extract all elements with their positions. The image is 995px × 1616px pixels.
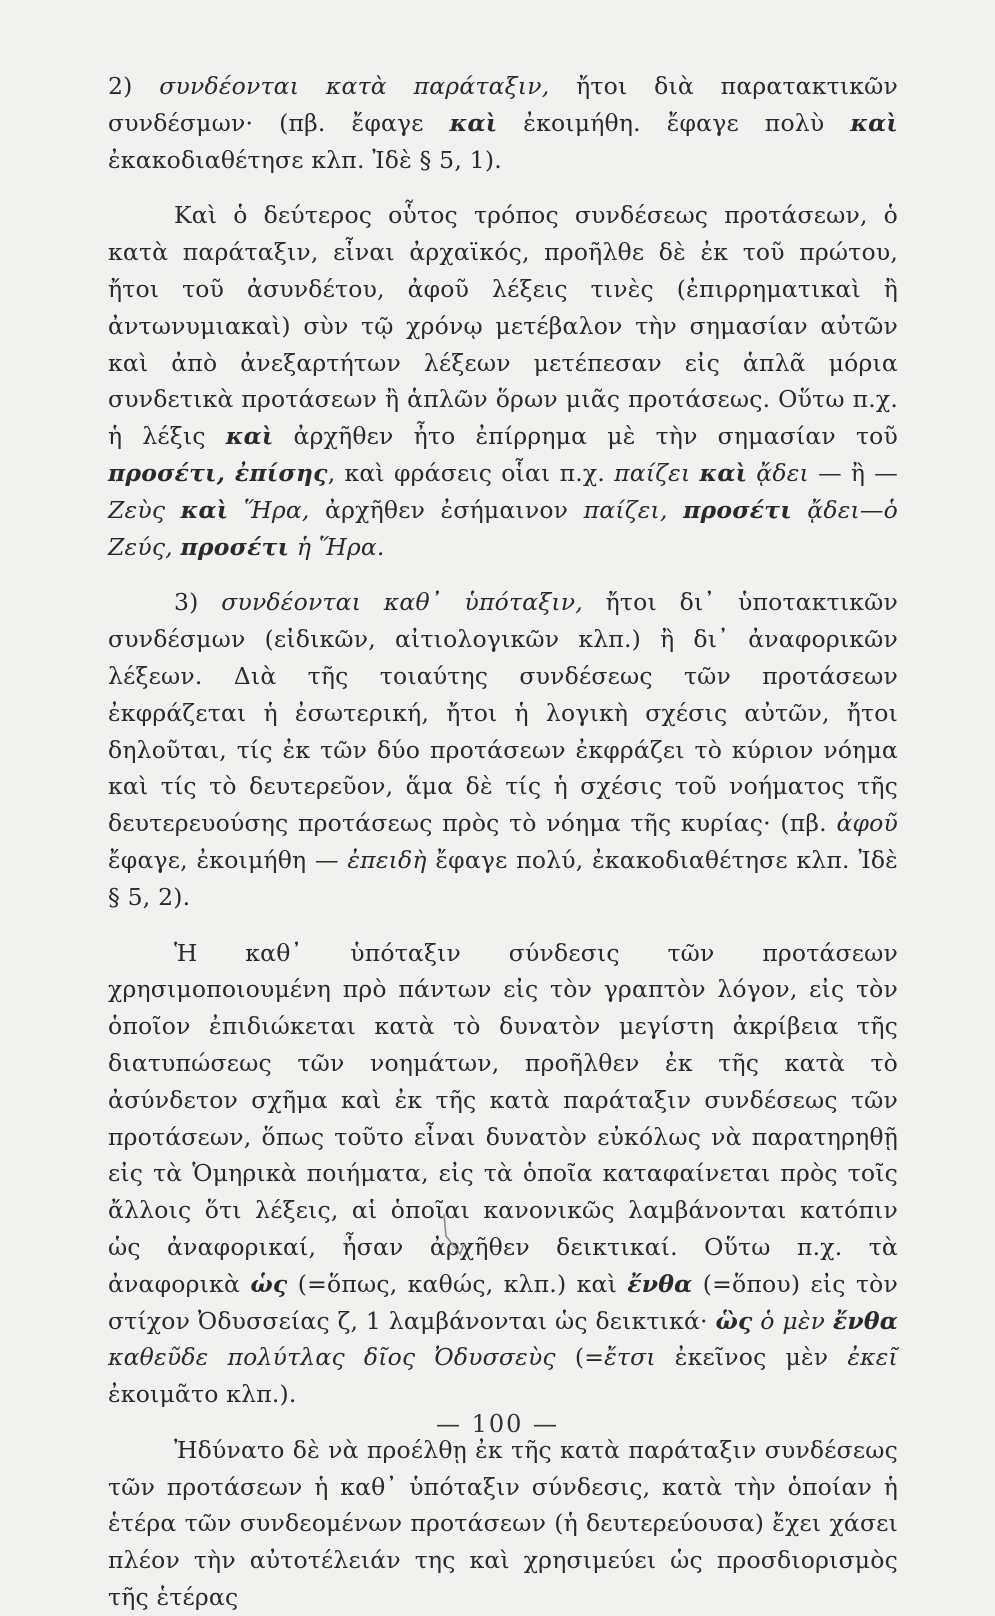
emphasis-bold: καὶ: [850, 108, 898, 137]
text-run: 3): [174, 588, 222, 617]
text-run: (=ὅπως, καθώς, κλπ.) καὶ: [287, 1269, 628, 1298]
paragraph-hypotactic-origin: [108, 935, 898, 1413]
emphasis-italic: ἡ Ἥρα.: [289, 532, 385, 561]
text-run: Καὶ ὁ δεύτερος οὗτος τρόπος συνδέσεως προτάσεων, ὁ κατὰ παράταξιν, εἶναι ἀρχαϊκός, προῆλθε δὲ ἐκ τοῦ πρώτου, ἤτοι τοῦ ἀσυνδέτου, ἀφοῦ λέξεις τινὲς (ἐπιρρηματικαὶ ἢ ἀντωνυμιακαὶ) σὺν τῷ χρόνῳ μετέβαλον τὴν σημασίαν αὐτῶν καὶ ἀπὸ ἀνεξαρτήτων λέξεων μετέπεσαν εἰς ἁπλᾶ μόρια συνδετικὰ προτάσεων ἢ ἁπλῶν ὅρων μιᾶς προτάσεως. Οὕτω π.χ. ἡ λέξις: [108, 201, 898, 451]
text-run: ἀρχῆθεν ἦτο ἐπίρρημα μὲ τὴν σημασίαν τοῦ: [273, 422, 899, 451]
text-run: ἔφαγε, ἐκοιμήθη —: [108, 845, 348, 874]
text-run: ἀρχῆθεν ἐσήμαινον: [309, 495, 584, 524]
text-run: ἤτοι διὰ παρατακτικῶν συνδέσμων· (πβ. ἔφαγε: [108, 72, 898, 137]
emphasis-bold: ὡς: [250, 1269, 288, 1298]
pencil-mark: [438, 1210, 478, 1260]
paragraph-3-hypotactic: [108, 584, 898, 915]
text-run: (=ὅπου) εἰς τὸν στίχον Ὀδυσσείας ζ, 1 λαμβάνονται ὡς δεικτικά·: [108, 1269, 899, 1335]
paragraph-2-paratactic: [108, 68, 898, 178]
emphasis-bold: καὶ: [449, 108, 498, 137]
emphasis-italic: καθεῦδε πολύτλας δῖος Ὀδυσσεὺς: [108, 1343, 556, 1372]
emphasis-italic: ἐκεῖ: [847, 1343, 898, 1372]
emphasis-bold: ἔνθα: [627, 1269, 693, 1298]
emphasis-italic: παίζει: [614, 458, 700, 487]
text-run: ἐκακοδιαθέτησε κλπ. Ἰδὲ § 5, 1).: [108, 145, 502, 174]
emphasis-bold: καὶ: [699, 458, 748, 487]
emphasis-italic: ἀφοῦ: [836, 809, 898, 838]
emphasis-bold: ὣς: [715, 1306, 753, 1335]
emphasis-bold: προσέτι, ἐπίσης: [108, 458, 328, 487]
emphasis-italic: συνδέονται καθ᾽ ὑπόταξιν,: [221, 588, 583, 617]
paragraph-paratactic-origin: [108, 197, 898, 565]
page-body: [108, 68, 898, 1616]
text-run: — ἢ —: [808, 458, 898, 487]
emphasis-italic: ὁ μὲν: [752, 1306, 833, 1335]
emphasis-italic: Ζεὺς: [108, 495, 181, 524]
text-run: Ἠδύνατο δὲ νὰ προέλθῃ ἐκ τῆς κατὰ παράταξιν συνδέσεως τῶν προτάσεων ἡ καθ᾽ ὑπόταξιν σύνδεσις, κατὰ τὴν ὁποίαν ἡ ἑτέρα τῶν συνδεομένων προτάσεων (ἡ δευτερεύουσα) ἔχει χάσει πλέον τὴν αὐτοτέλειάν της καὶ χρησιμεύει ὡς προσδιορισμὸς τῆς ἑτέρας: [108, 1435, 898, 1612]
emphasis-bold: προσέτι: [180, 532, 290, 561]
emphasis-bold: καὶ: [180, 495, 229, 524]
text-run: 2): [108, 72, 160, 100]
page-number: — 100 —: [435, 1410, 560, 1438]
text-run: ἐκεῖνος μὲν: [655, 1343, 848, 1372]
emphasis-italic: Ἥρα,: [228, 495, 310, 524]
text-run: Ἡ καθ᾽ ὑπόταξιν σύνδεσις τῶν προτάσεων χρησιμοποιουμένη πρὸ πάντων εἰς τὸν γραπτὸν λόγον, εἰς τὸν ὁποῖον ἐπιδιώκεται κατὰ τὸ δυνατὸν μεγίστη ἀκρίβεια τῆς διατυπώσεως τῶν νοημάτων, προῆλθεν ἐκ τῆς κατὰ τὸ ἀσύνδετον σχῆμα καὶ ἐκ τῆς κατὰ παράταξιν συνδέσεως τῶν προτάσεων, ὅπως τοῦτο εἶναι δυνατὸν εὐκόλως νὰ παρατηρηθῇ εἰς τὰ Ὁμηρικὰ ποιήματα, εἰς τὰ ὁποῖα καταφαίνεται πρὸς τοῖς ἄλλοις ὅτι λέξεις, αἱ ὁποῖαι κανονικῶς λαμβάνονται κατόπιν ὡς ἀναφορικαί, ἦσαν ἀρχῆθεν δεικτικαί. Οὕτω π.χ. τὰ ἀναφορικὰ: [108, 938, 898, 1298]
text-run: (=: [555, 1343, 605, 1372]
emphasis-italic: ᾄδει: [747, 458, 809, 487]
emphasis-italic: ᾄδει—ὁ Ζεύς,: [108, 495, 898, 561]
emphasis-bold: καὶ: [225, 422, 274, 451]
emphasis-italic: ἐπειδὴ: [347, 845, 427, 874]
emphasis-bold: προσέτι: [683, 495, 792, 524]
paragraph-continuation: [108, 1432, 898, 1616]
emphasis-bold: ἔνθα: [832, 1306, 898, 1335]
text-run: ἐκοιμήθη. ἔφαγε πολὺ: [497, 108, 851, 137]
emphasis-italic: ἔτσι: [604, 1343, 656, 1372]
text-run: ἤτοι δι᾽ ὑποτακτικῶν συνδέσμων (εἰδικῶν, αἰτιολογικῶν κλπ.) ἢ δι᾽ ἀναφορικῶν λέξεων. Διὰ τῆς τοιαύτης συνδέσεως τῶν προτάσεων ἐκφράζεται ἡ ἐσωτερική, ἤτοι ἡ λογικὴ σχέσις αὐτῶν, ἤτοι δηλοῦται, τίς ἐκ τῶν δύο προτάσεων ἐκφράζει τὸ κύριον νόημα καὶ τίς τὸ δευτερεῦον, ἅμα δὲ τίς ἡ σχέσις τοῦ νοήματος τῆς δευτερευούσης προτάσεως πρὸς τὸ νόημα τῆς κυρίας· (πβ.: [108, 588, 898, 838]
text-run: , καὶ φράσεις οἷαι π.χ.: [327, 458, 615, 487]
text-run: ἔφαγε πολύ, ἐκακοδιαθέτησε κλπ. Ἰδὲ § 5, 2).: [108, 845, 898, 911]
text-run: ἐκοιμᾶτο κλπ.).: [108, 1380, 297, 1409]
emphasis-italic: παίζει,: [583, 495, 684, 524]
emphasis-italic: συνδέονται κατὰ παράταξιν,: [159, 72, 550, 100]
